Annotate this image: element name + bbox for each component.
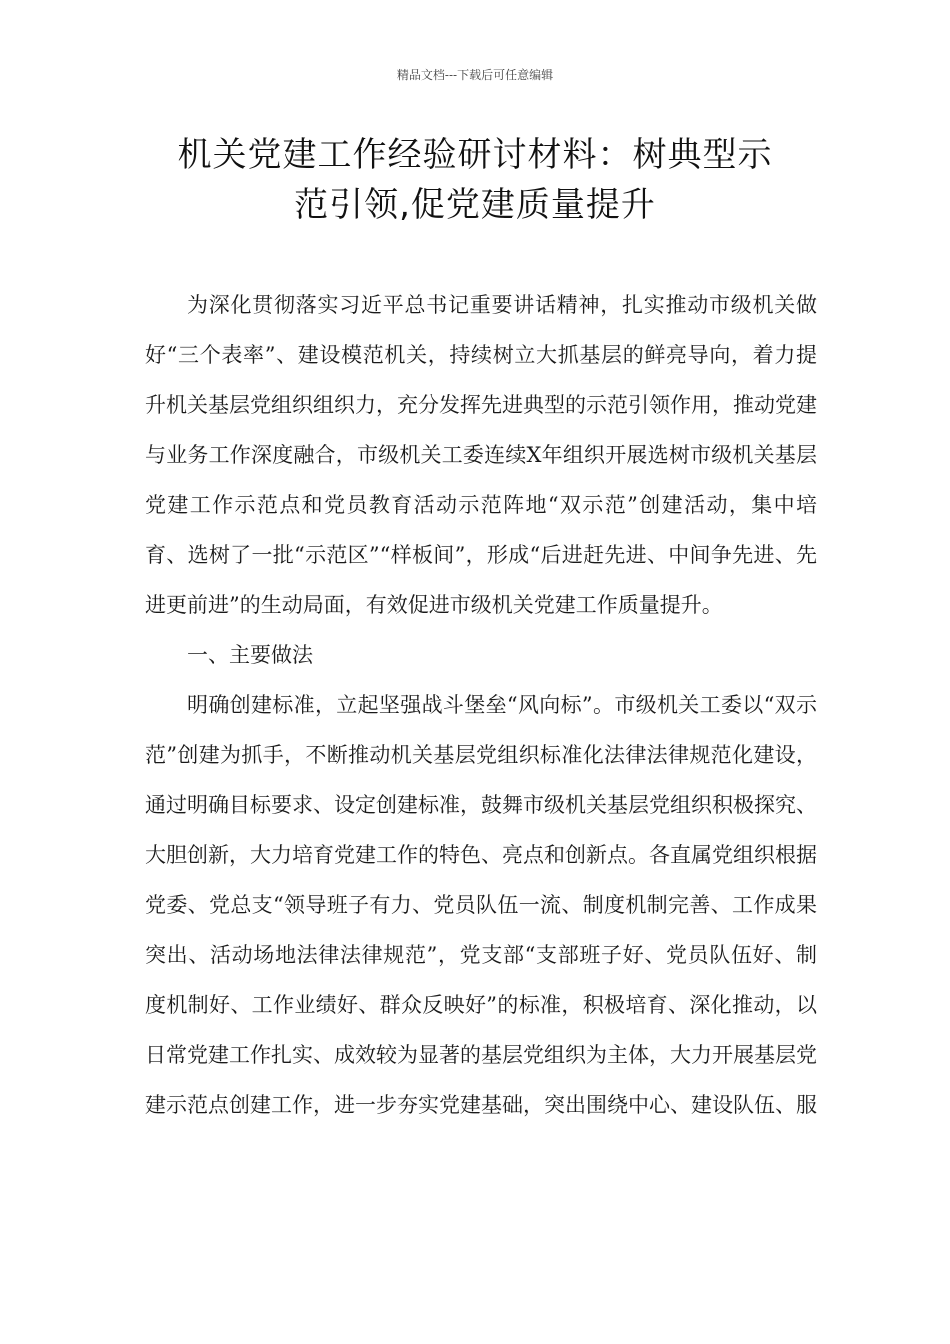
paragraph-standards: 明确创建标准，立起坚强战斗堡垒“风向标”。市级机关工委以“双示范”创建为抓手，不断推动机关基层党组织标准化法律法律规范化建设，通过明确目标要求、设定创建标准，鼓舞市级机关基层党组织积极探究、大胆创新，大力培育党建工作的特色、亮点和创新点。各直属党组织根据党委、党总支“领导班子有力、党员队伍一流、制度机制完善、工作成果突出、活动场地法律法律规范”，党支部“支部班子好、党员队伍好、制度机制好、工作业绩好、群众反映好”的标准，积极培育、深化推动，以日常党建工作扎实、成效较为显著的基层党组织为主体，大力开展基层党建示范点创建工作，进一步夯实党建基础，突出围绕中心、建设队伍、服 xyxy=(145,693,817,1117)
title-line-2: 范引领,促党建质量提升 xyxy=(294,185,656,225)
document-title xyxy=(110,130,840,230)
paragraph-intro: 为深化贯彻落实习近平总书记重要讲话精神，扎实推动市级机关做好“三个表率”、建设模范机关，持续树立大抓基层的鲜亮导向，着力提升机关基层党组织组织力，充分发挥先进典型的示范引领作用，推动党建与业务工作深度融合，市级机关工委连续X年组织开展选树市级机关基层党建工作示范点和党员教育活动示范阵地“双示范”创建活动，集中培育、选树了一批“示范区”“样板间”，形成“后进赶先进、中间争先进、先进更前进”的生动局面，有效促进市级机关党建工作质量提升。 xyxy=(145,293,817,617)
section-heading: 一、主要做法 xyxy=(187,643,313,667)
page-header: 精品文档---下载后可任意编辑 xyxy=(396,68,554,82)
title-line-1: 机关党建工作经验研讨材料：树典型示 xyxy=(177,135,773,175)
document-body xyxy=(145,280,817,1130)
